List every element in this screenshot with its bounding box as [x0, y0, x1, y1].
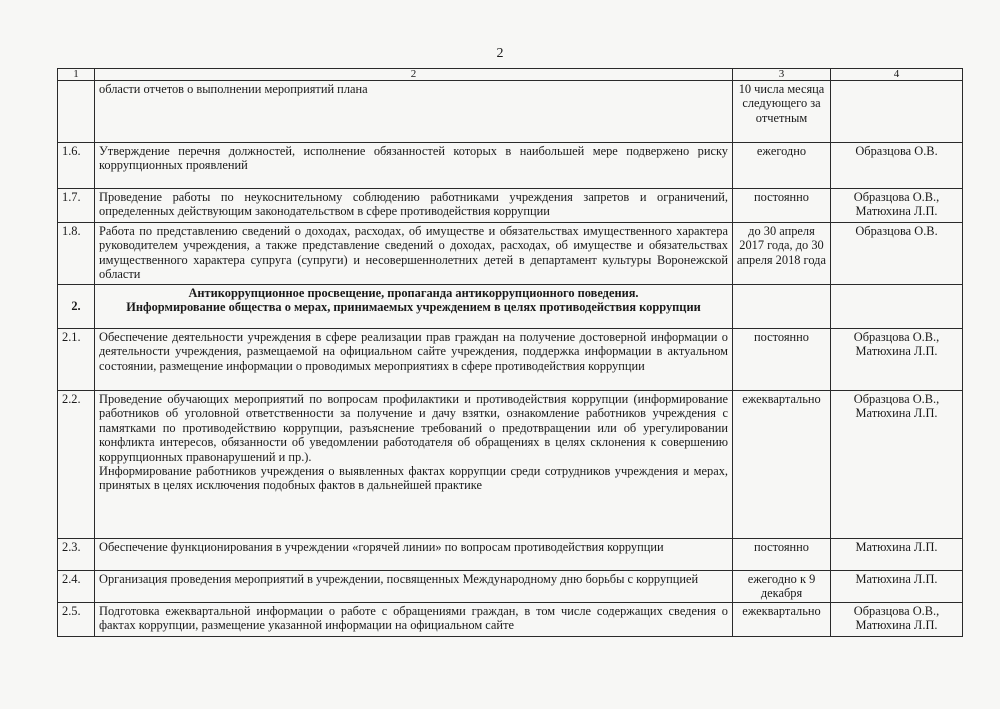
row-number: 2.1.: [58, 329, 95, 391]
row-description: Организация проведения мероприятий в учреждении, посвященных Международному дню борьбы с коррупцией: [95, 571, 733, 603]
row-term: до 30 апреля 2017 года, до 30 апреля 2018 года: [733, 223, 831, 285]
row-description: Проведение обучающих мероприятий по вопросам профилактики и противодействия коррупции (информирование работников об уголовной ответственности за получение и дачу взятки, ознакомление работников учреждения с памятками по противодействию коррупции, разъяснение требований о предотвращении или об урегулировании конфликта интересов, обязанности об уведомлении работодателя об обращениях в целях склонения к совершению коррупционных правонарушений и пр.). Информирование работников учреждения о выявленных фактах коррупции среди сотрудников учреждения и мерах, принятых в целях исключения подобных фактов в дальнейшей практике: [95, 391, 733, 539]
header-cell: 2: [95, 69, 733, 81]
row-term: ежеквартально: [733, 603, 831, 637]
row-number: 2.4.: [58, 571, 95, 603]
row-responsible: Матюхина Л.П.: [831, 571, 963, 603]
table-row: [58, 571, 963, 603]
row-number: 2.3.: [58, 539, 95, 571]
section-number: 2.: [58, 285, 95, 329]
section-row: [58, 285, 963, 329]
row-responsible: Образцова О.В., Матюхина Л.П.: [831, 189, 963, 223]
header-cell: 3: [733, 69, 831, 81]
row-number: 1.8.: [58, 223, 95, 285]
table-row: [58, 223, 963, 285]
anti-corruption-plan-table: [57, 68, 963, 637]
row-responsible: Образцова О.В., Матюхина Л.П.: [831, 391, 963, 539]
row-responsible: Образцова О.В., Матюхина Л.П.: [831, 603, 963, 637]
row-term: ежегодно: [733, 143, 831, 189]
table-row: [58, 189, 963, 223]
header-cell: 4: [831, 69, 963, 81]
table-row: [58, 143, 963, 189]
row-description: области отчетов о выполнении мероприятий плана: [95, 81, 733, 143]
row-number: [58, 81, 95, 143]
row-term: постоянно: [733, 539, 831, 571]
table-row: [58, 603, 963, 637]
section-title: Антикоррупционное просвещение, пропаганда антикоррупционного поведения. Информирование общества о мерах, принимаемых учреждением в целях противодействия коррупции: [95, 285, 733, 329]
table-row: [58, 81, 963, 143]
row-description: Обеспечение функционирования в учреждении «горячей линии» по вопросам противодействия коррупции: [95, 539, 733, 571]
row-term: постоянно: [733, 329, 831, 391]
page-number: 2: [496, 46, 504, 61]
table-row: [58, 539, 963, 571]
row-responsible: [831, 81, 963, 143]
table-header-row: [58, 69, 963, 81]
row-description: Обеспечение деятельности учреждения в сфере реализации прав граждан на получение достоверной информации о деятельности учреждения, размещаемой на официальном сайте учреждения, поддержка информации в актуальном состоянии, размещение информации о проводимых мероприятиях в сфере противодействия коррупции: [95, 329, 733, 391]
row-term: 10 числа месяца следующего за отчетным: [733, 81, 831, 143]
row-responsible: [831, 285, 963, 329]
row-number: 2.5.: [58, 603, 95, 637]
row-term: [733, 285, 831, 329]
row-responsible: Образцова О.В.: [831, 223, 963, 285]
table-row: [58, 391, 963, 539]
row-responsible: Образцова О.В., Матюхина Л.П.: [831, 329, 963, 391]
row-number: 1.6.: [58, 143, 95, 189]
row-description: Утверждение перечня должностей, исполнение обязанностей которых в наибольшей мере подвержено риску коррупционных проявлений: [95, 143, 733, 189]
header-cell: 1: [58, 69, 95, 81]
row-description: Подготовка ежеквартальной информации о работе с обращениями граждан, в том числе содержащих сведения о фактах коррупции, размещение указанной информации на официальном сайте: [95, 603, 733, 637]
row-responsible: Матюхина Л.П.: [831, 539, 963, 571]
row-term: ежеквартально: [733, 391, 831, 539]
row-description: Проведение работы по неукоснительному соблюдению работниками учреждения запретов и ограничений, определенных действующим законодательством в сфере противодействия коррупции: [95, 189, 733, 223]
row-number: 1.7.: [58, 189, 95, 223]
row-responsible: Образцова О.В.: [831, 143, 963, 189]
row-term: ежегодно к 9 декабря: [733, 571, 831, 603]
row-number: 2.2.: [58, 391, 95, 539]
row-description: Работа по представлению сведений о доходах, расходах, об имуществе и обязательствах имущественного характера руководителем учреждения, а также представление сведений о доходах, расходах, об имуществе и обязательствах имущественного характера супруга (супруги) и несовершеннолетних детей в департамент культуры Воронежской области: [95, 223, 733, 285]
row-term: постоянно: [733, 189, 831, 223]
table-row: [58, 329, 963, 391]
